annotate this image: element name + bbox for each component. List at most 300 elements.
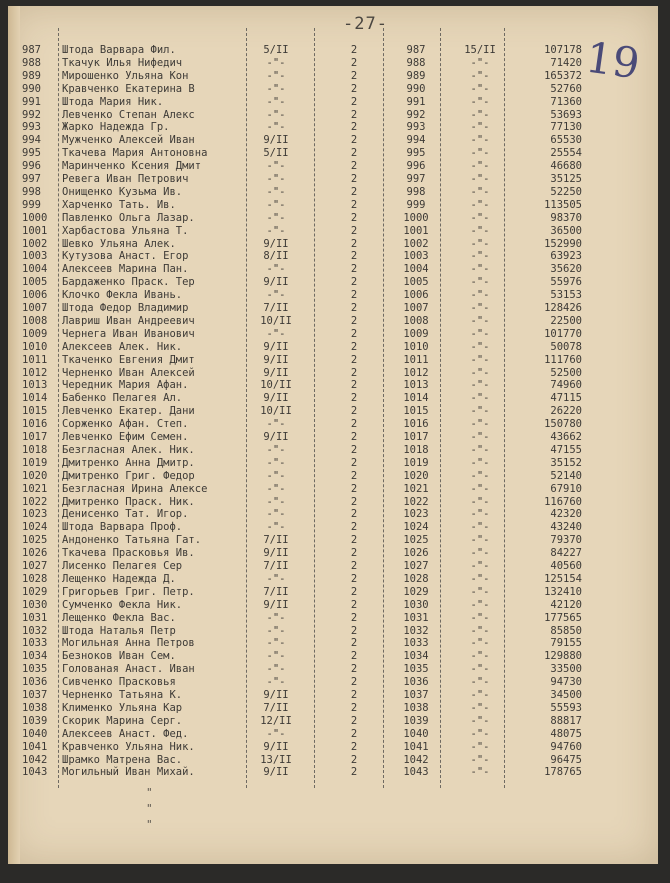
amount: 132410	[544, 585, 582, 598]
amount: 36500	[550, 224, 582, 237]
row-number: 1043	[22, 766, 48, 779]
receipt-number: 1006	[403, 289, 429, 302]
amount: 22500	[550, 314, 582, 327]
row-number: 992	[22, 108, 41, 121]
row-number: 1020	[22, 469, 48, 482]
count: 2	[350, 69, 358, 82]
amount: 165372	[544, 69, 582, 82]
date: -"-	[266, 224, 286, 237]
row-number: 1040	[22, 727, 48, 740]
count: 2	[350, 443, 358, 456]
payer-name: Левченко Ефим Семен.	[62, 431, 189, 443]
row-number: 990	[22, 82, 41, 95]
table-row	[8, 765, 658, 780]
count: 2	[350, 650, 358, 663]
receipt-date: -"-	[470, 108, 490, 121]
count: 2	[350, 585, 358, 598]
payer-name: Дмитренко Анна Дмитр.	[62, 456, 195, 469]
count: 2	[350, 637, 358, 650]
payer-name: Клименко Ульяна Кар	[62, 701, 183, 714]
date: 12/II	[260, 714, 292, 727]
receipt-date: -"-	[470, 237, 490, 250]
row-number: 987	[22, 44, 41, 56]
payer-name: Лавриш Иван Андреевич	[62, 314, 195, 327]
date: 7/II	[263, 585, 289, 598]
row-number: 1027	[22, 560, 48, 572]
amount: 46680	[550, 160, 582, 173]
date: 9/II	[263, 134, 289, 147]
row-number: 999	[22, 198, 41, 211]
payer-name: Кутузова Анаст. Егор	[62, 250, 189, 263]
count: 2	[350, 185, 358, 198]
trailing-mark: "	[146, 818, 153, 831]
receipt-date: -"-	[470, 353, 490, 366]
payer-name: Безноков Иван Сем.	[62, 650, 176, 663]
payer-name: Ткачук Илья Нифедич	[62, 56, 183, 69]
date: -"-	[266, 650, 286, 663]
receipt-date: -"-	[470, 766, 490, 779]
count: 2	[350, 766, 358, 779]
amount: 85850	[550, 624, 582, 637]
receipt-date: -"-	[470, 134, 490, 147]
receipt-date: 15/II	[464, 44, 496, 56]
receipt-number: 1042	[403, 753, 429, 766]
payer-name: Ткачева Прасковья Ив.	[62, 547, 195, 560]
row-number: 1016	[22, 418, 48, 431]
amount: 150780	[544, 418, 582, 431]
count: 2	[350, 676, 358, 689]
receipt-number: 1013	[403, 379, 429, 392]
row-number: 1025	[22, 534, 48, 547]
date: -"-	[266, 69, 286, 82]
count: 2	[350, 263, 358, 276]
receipt-number: 987	[406, 44, 426, 56]
receipt-number: 1026	[403, 547, 429, 560]
receipt-date: -"-	[470, 276, 490, 289]
amount: 52140	[550, 469, 582, 482]
payer-name: Скорик Марина Серг.	[62, 714, 183, 727]
receipt-number: 1043	[403, 766, 429, 779]
amount: 177565	[544, 611, 582, 624]
row-number: 1012	[22, 366, 48, 379]
amount: 47155	[550, 443, 582, 456]
receipt-date: -"-	[470, 495, 490, 508]
receipt-date: -"-	[470, 379, 490, 392]
receipt-number: 1039	[403, 714, 429, 727]
row-number: 1031	[22, 611, 48, 624]
amount: 88817	[550, 714, 582, 727]
row-number: 1023	[22, 508, 48, 521]
payer-name: Лещенко Фекла Вас.	[62, 611, 176, 624]
row-number: 1034	[22, 650, 48, 663]
receipt-number: 1021	[403, 482, 429, 495]
date: 9/II	[263, 598, 289, 611]
count: 2	[350, 353, 358, 366]
date: 9/II	[263, 276, 289, 289]
payer-name: Жарко Надежда Гр.	[62, 121, 170, 134]
count: 2	[350, 469, 358, 482]
count: 2	[350, 327, 358, 340]
receipt-number: 1014	[403, 392, 429, 405]
row-number: 996	[22, 160, 41, 173]
date: 9/II	[263, 340, 289, 353]
payer-name: Левченко Степан Алекс	[62, 108, 195, 121]
payer-name: Голованая Анаст. Иван	[62, 663, 195, 676]
receipt-date: -"-	[470, 250, 490, 263]
trailing-mark: "	[146, 786, 153, 799]
amount: 113505	[544, 198, 582, 211]
receipt-date: -"-	[470, 405, 490, 418]
receipt-date: -"-	[470, 753, 490, 766]
row-number: 1015	[22, 405, 48, 418]
amount: 63923	[550, 250, 582, 263]
payer-name: Сорженко Афан. Степ.	[62, 418, 189, 431]
receipt-number: 1040	[403, 727, 429, 740]
date: 7/II	[263, 302, 289, 314]
receipt-number: 989	[406, 69, 426, 82]
amount: 35152	[550, 456, 582, 469]
receipt-number: 1033	[403, 637, 429, 650]
payer-name: Штода Мария Ник.	[62, 95, 164, 108]
count: 2	[350, 173, 358, 185]
row-number: 1026	[22, 547, 48, 560]
receipt-number: 1027	[403, 560, 429, 572]
payer-name: Мирошенко Ульяна Кон	[62, 69, 189, 82]
receipt-number: 1025	[403, 534, 429, 547]
payer-name: Сумченко Фекла Ник.	[62, 598, 183, 611]
count: 2	[350, 147, 358, 160]
receipt-date: -"-	[470, 82, 490, 95]
amount: 33500	[550, 663, 582, 676]
date: -"-	[266, 624, 286, 637]
date: 9/II	[263, 547, 289, 560]
receipt-number: 1016	[403, 418, 429, 431]
date: 5/II	[263, 147, 289, 160]
receipt-date: -"-	[470, 121, 490, 134]
receipt-number: 999	[406, 198, 426, 211]
receipt-number: 1004	[403, 263, 429, 276]
date: -"-	[266, 82, 286, 95]
count: 2	[350, 134, 358, 147]
row-number: 1008	[22, 314, 48, 327]
receipt-number: 1037	[403, 689, 429, 701]
count: 2	[350, 740, 358, 753]
date: 7/II	[263, 534, 289, 547]
payer-name: Лещенко Надежда Д.	[62, 572, 176, 585]
date: -"-	[266, 508, 286, 521]
amount: 111760	[544, 353, 582, 366]
receipt-number: 1041	[403, 740, 429, 753]
amount: 101770	[544, 327, 582, 340]
receipt-date: -"-	[470, 263, 490, 276]
amount: 71360	[550, 95, 582, 108]
count: 2	[350, 456, 358, 469]
count: 2	[350, 314, 358, 327]
payer-name: Онищенко Кузьма Ив.	[62, 185, 183, 198]
payer-name: Дмитренко Праск. Ник.	[62, 495, 195, 508]
receipt-date: -"-	[470, 469, 490, 482]
receipt-date: -"-	[470, 650, 490, 663]
amount: 116760	[544, 495, 582, 508]
amount: 96475	[550, 753, 582, 766]
receipt-number: 1011	[403, 353, 429, 366]
count: 2	[350, 250, 358, 263]
payer-name: Павленко Ольга Лазар.	[62, 211, 195, 224]
amount: 53153	[550, 289, 582, 302]
receipt-date: -"-	[470, 160, 490, 173]
receipt-number: 1010	[403, 340, 429, 353]
amount: 98370	[550, 211, 582, 224]
date: 9/II	[263, 740, 289, 753]
receipt-date: -"-	[470, 289, 490, 302]
row-number: 1033	[22, 637, 48, 650]
date: 9/II	[263, 431, 289, 443]
receipt-number: 1015	[403, 405, 429, 418]
receipt-number: 1038	[403, 701, 429, 714]
date: 8/II	[263, 250, 289, 263]
row-number: 1005	[22, 276, 48, 289]
receipt-date: -"-	[470, 314, 490, 327]
count: 2	[350, 276, 358, 289]
count: 2	[350, 108, 358, 121]
date: 9/II	[263, 392, 289, 405]
amount: 42120	[550, 598, 582, 611]
row-number: 1013	[22, 379, 48, 392]
count: 2	[350, 56, 358, 69]
row-number: 1036	[22, 676, 48, 689]
amount: 52500	[550, 366, 582, 379]
amount: 55976	[550, 276, 582, 289]
amount: 43240	[550, 521, 582, 534]
count: 2	[350, 44, 358, 56]
date: 10/II	[260, 405, 292, 418]
receipt-number: 1001	[403, 224, 429, 237]
date: 10/II	[260, 379, 292, 392]
row-number: 1024	[22, 521, 48, 534]
receipt-number: 1003	[403, 250, 429, 263]
amount: 47115	[550, 392, 582, 405]
payer-name: Штода Федор Владимир	[62, 302, 189, 314]
amount: 94760	[550, 740, 582, 753]
payer-name: Бардаженко Праск. Тер	[62, 276, 195, 289]
count: 2	[350, 289, 358, 302]
receipt-date: -"-	[470, 740, 490, 753]
receipt-date: -"-	[470, 147, 490, 160]
receipt-number: 991	[406, 95, 426, 108]
receipt-number: 992	[406, 108, 426, 121]
receipt-date: -"-	[470, 224, 490, 237]
row-number: 1042	[22, 753, 48, 766]
receipt-date: -"-	[470, 611, 490, 624]
receipt-date: -"-	[470, 572, 490, 585]
row-number: 1000	[22, 211, 48, 224]
row-number: 1003	[22, 250, 48, 263]
receipt-date: -"-	[470, 547, 490, 560]
document-page	[8, 6, 658, 864]
page-number: -27-	[343, 14, 388, 34]
date: -"-	[266, 418, 286, 431]
count: 2	[350, 624, 358, 637]
receipt-number: 997	[406, 173, 426, 185]
row-number: 1030	[22, 598, 48, 611]
amount: 42320	[550, 508, 582, 521]
receipt-date: -"-	[470, 302, 490, 314]
row-number: 1041	[22, 740, 48, 753]
payer-name: Чередник Мария Афан.	[62, 379, 189, 392]
amount: 71420	[550, 56, 582, 69]
amount: 34500	[550, 689, 582, 701]
date: -"-	[266, 198, 286, 211]
receipt-number: 1002	[403, 237, 429, 250]
payer-name: Чернега Иван Иванович	[62, 327, 195, 340]
receipt-number: 1009	[403, 327, 429, 340]
receipt-date: -"-	[470, 211, 490, 224]
receipt-date: -"-	[470, 714, 490, 727]
row-number: 1038	[22, 701, 48, 714]
receipt-number: 994	[406, 134, 426, 147]
row-number: 993	[22, 121, 41, 134]
receipt-number: 990	[406, 82, 426, 95]
receipt-number: 1008	[403, 314, 429, 327]
receipt-date: -"-	[470, 624, 490, 637]
payer-name: Могильный Иван Михай.	[62, 766, 195, 779]
payer-name: Андоненко Татьяна Гат.	[62, 534, 202, 547]
payer-name: Сивченко Прасковья	[62, 676, 176, 689]
date: -"-	[266, 173, 286, 185]
count: 2	[350, 572, 358, 585]
amount: 128426	[544, 302, 582, 314]
payer-name: Штода Наталья Петр	[62, 624, 176, 637]
receipt-number: 1030	[403, 598, 429, 611]
row-number: 989	[22, 69, 41, 82]
date: 5/II	[263, 44, 289, 56]
row-number: 1018	[22, 443, 48, 456]
receipt-number: 1034	[403, 650, 429, 663]
row-number: 1017	[22, 431, 48, 443]
amount: 26220	[550, 405, 582, 418]
date: -"-	[266, 108, 286, 121]
amount: 79370	[550, 534, 582, 547]
amount: 55593	[550, 701, 582, 714]
date: -"-	[266, 56, 286, 69]
count: 2	[350, 495, 358, 508]
count: 2	[350, 701, 358, 714]
receipt-number: 1035	[403, 663, 429, 676]
date: 10/II	[260, 314, 292, 327]
date: -"-	[266, 456, 286, 469]
row-number: 1039	[22, 714, 48, 727]
count: 2	[350, 121, 358, 134]
count: 2	[350, 405, 358, 418]
count: 2	[350, 663, 358, 676]
receipt-date: -"-	[470, 727, 490, 740]
amount: 125154	[544, 572, 582, 585]
count: 2	[350, 689, 358, 701]
row-number: 1032	[22, 624, 48, 637]
payer-name: Харбастова Ульяна Т.	[62, 224, 189, 237]
date: -"-	[266, 521, 286, 534]
trailing-mark: "	[146, 802, 153, 815]
receipt-date: -"-	[470, 95, 490, 108]
row-number: 997	[22, 173, 41, 185]
row-number: 1001	[22, 224, 48, 237]
date: -"-	[266, 263, 286, 276]
receipt-number: 988	[406, 56, 426, 69]
count: 2	[350, 366, 358, 379]
row-number: 988	[22, 56, 41, 69]
payer-name: Могильная Анна Петров	[62, 637, 195, 650]
count: 2	[350, 82, 358, 95]
receipt-date: -"-	[470, 585, 490, 598]
amount: 52250	[550, 185, 582, 198]
date: -"-	[266, 289, 286, 302]
count: 2	[350, 392, 358, 405]
date: -"-	[266, 727, 286, 740]
payer-name: Шевко Ульяна Алек.	[62, 237, 176, 250]
payer-name: Мужченко Алексей Иван	[62, 134, 195, 147]
payer-name: Ревега Иван Петрович	[62, 173, 189, 185]
date: 7/II	[263, 560, 289, 572]
count: 2	[350, 302, 358, 314]
receipt-number: 1032	[403, 624, 429, 637]
amount: 53693	[550, 108, 582, 121]
payer-name: Харченко Тать. Ив.	[62, 198, 176, 211]
receipt-number: 1020	[403, 469, 429, 482]
receipt-date: -"-	[470, 663, 490, 676]
row-number: 1019	[22, 456, 48, 469]
amount: 152990	[544, 237, 582, 250]
receipt-date: -"-	[470, 689, 490, 701]
row-number: 994	[22, 134, 41, 147]
payer-name: Кравченко Ульяна Ник.	[62, 740, 195, 753]
receipt-date: -"-	[470, 508, 490, 521]
count: 2	[350, 431, 358, 443]
receipt-number: 1000	[403, 211, 429, 224]
date: -"-	[266, 663, 286, 676]
row-number: 1028	[22, 572, 48, 585]
count: 2	[350, 418, 358, 431]
count: 2	[350, 753, 358, 766]
receipt-number: 1017	[403, 431, 429, 443]
receipt-number: 998	[406, 185, 426, 198]
receipt-date: -"-	[470, 701, 490, 714]
date: -"-	[266, 95, 286, 108]
receipt-number: 1028	[403, 572, 429, 585]
payer-name: Алексеев Марина Пан.	[62, 263, 189, 276]
count: 2	[350, 560, 358, 572]
row-number: 1009	[22, 327, 48, 340]
handwritten-margin-mark: 19	[582, 32, 643, 89]
receipt-number: 1023	[403, 508, 429, 521]
count: 2	[350, 611, 358, 624]
date: -"-	[266, 495, 286, 508]
receipt-date: -"-	[470, 431, 490, 443]
count: 2	[350, 521, 358, 534]
date: -"-	[266, 327, 286, 340]
date: -"-	[266, 611, 286, 624]
payer-name: Левченко Екатер. Дани	[62, 405, 195, 418]
date: 9/II	[263, 353, 289, 366]
payer-name: Алексеев Анаст. Фед.	[62, 727, 189, 740]
date: -"-	[266, 676, 286, 689]
receipt-number: 1036	[403, 676, 429, 689]
amount: 48075	[550, 727, 582, 740]
count: 2	[350, 547, 358, 560]
amount: 43662	[550, 431, 582, 443]
receipt-number: 1029	[403, 585, 429, 598]
payer-name: Бабенко Пелагея Ал.	[62, 392, 183, 405]
receipt-date: -"-	[470, 560, 490, 572]
